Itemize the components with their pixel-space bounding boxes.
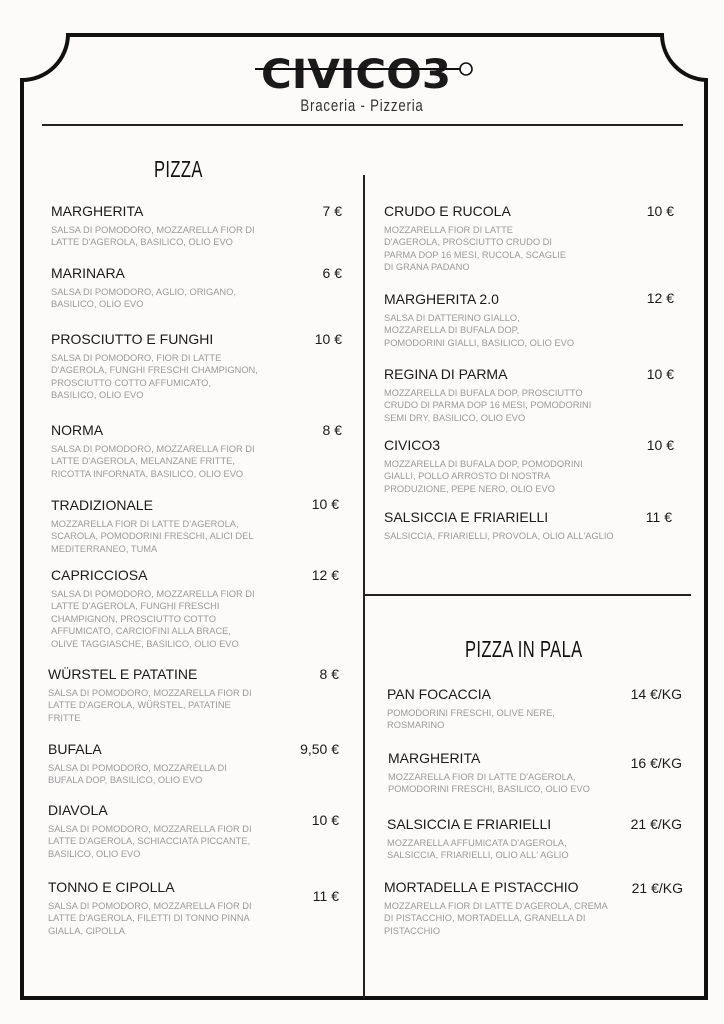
item-price: 12 €	[646, 290, 674, 306]
item-description: SALSA DI POMODORO, MOZZARELLA DI	[48, 763, 227, 773]
item-price: 14 €/KG	[630, 686, 682, 702]
item-description: MOZZARELLA FIOR DI LATTE D'AGEROLA,	[388, 772, 576, 782]
item-name: CRUDO E RUCOLA	[384, 203, 511, 219]
item-description: POMODORINI FRESCHI, OLIVE NERE,	[387, 708, 555, 718]
item-description: MOZZARELLA FIOR DI LATTE	[384, 225, 513, 235]
section-title-pizza-in-pala: PIZZA IN PALA	[465, 636, 583, 662]
item-price: 10 €	[311, 496, 339, 512]
item-description: DI PISTACCHIO, MORTADELLA, GRANELLA DI	[384, 913, 586, 924]
item-description: MOZZARELLA DI BUFALA DOP, POMODORINI	[384, 459, 583, 469]
item-name: CAPRICCIOSA	[51, 567, 148, 583]
item-description: SEMI DRY, BASILICO, OLIO EVO	[384, 412, 526, 423]
item-description: BASILICO, OLIO EVO	[51, 390, 144, 401]
item-description: MEDITERRANEO, TUMA	[51, 543, 158, 554]
item-description: BUFALA DOP, BASILICO, OLIO EVO	[48, 775, 203, 786]
item-price: 8 €	[322, 422, 342, 438]
header-divider	[42, 124, 683, 126]
item-price: 21 €/KG	[631, 880, 683, 896]
item-description: PRODUZIONE, PEPE NERO, OLIO EVO	[384, 483, 555, 494]
item-price: 12 €	[311, 567, 339, 583]
item-name: WÜRSTEL E PATATINE	[48, 666, 198, 682]
item-price: 10 €	[646, 203, 674, 219]
item-description: CHAMPIGNON, PROSCIUTTO COTTO	[51, 613, 216, 624]
item-name: SALSICCIA E FRIARIELLI	[387, 816, 552, 832]
item-description: SALSA DI POMODORO, MOZZARELLA FIOR DI	[48, 688, 252, 698]
item-description: MOZZARELLA FIOR DI LATTE D'AGEROLA, CREMA	[384, 901, 608, 911]
item-price: 10 €	[646, 366, 674, 382]
item-name: SALSICCIA E FRIARIELLI	[384, 509, 549, 525]
item-description: D'AGEROLA, FUNGHI FRESCHI CHAMPIGNON,	[51, 365, 258, 376]
item-description: MOZZARELLA AFFUMICATA D'AGEROLA,	[387, 838, 567, 848]
item-description: SCAROLA, POMODORINI FRESCHI, ALICI DEL	[51, 531, 254, 542]
item-description: D'AGEROLA, PROSCIUTTO CRUDO DI	[384, 237, 552, 248]
item-price: 16 €/KG	[630, 755, 682, 771]
item-price: 6 €	[322, 265, 342, 281]
civico3-logo	[255, 48, 475, 94]
item-name: MORTADELLA E PISTACCHIO	[384, 879, 579, 895]
item-description: SALSA DI POMODORO, FIOR DI LATTE	[51, 353, 222, 363]
item-description: FRITTE	[48, 712, 81, 723]
subtitle: Braceria - Pizzeria	[300, 96, 424, 115]
item-description: SALSA DI POMODORO, MOZZARELLA FIOR DI	[48, 824, 252, 834]
item-description: OLIVE TAGGIASCHE, BASILICO, OLIO EVO	[51, 638, 239, 649]
item-price: 7 €	[322, 203, 342, 219]
item-description: CRUDO DI PARMA DOP 16 MESI, POMODORINI	[384, 400, 592, 411]
item-price: 9,50 €	[300, 741, 339, 757]
item-description: PROSCIUTTO COTTO AFFUMICATO,	[51, 377, 211, 388]
item-name: PAN FOCACCIA	[387, 686, 491, 702]
item-description: POMODORINI FRESCHI, BASILICO, OLIO EVO	[388, 784, 590, 795]
item-name: MARGHERITA	[51, 203, 144, 219]
item-name: MARINARA	[51, 265, 125, 281]
item-description: MOZZARELLA DI BUFALA DOP, PROSCIUTTO	[384, 388, 583, 398]
item-name: TRADIZIONALE	[51, 497, 153, 513]
item-description: LATTE D'AGEROLA, FILETTI DI TONNO PINNA	[48, 913, 250, 924]
item-description: DI GRANA PADANO	[384, 262, 470, 273]
item-description: LATTE D'AGEROLA, BASILICO, OLIO EVO	[51, 237, 233, 248]
item-description: PISTACCHIO	[384, 925, 441, 936]
item-description: LATTE D'AGEROLA, FUNGHI FRESCHI	[51, 601, 220, 612]
item-name: PROSCIUTTO E FUNGHI	[51, 331, 214, 347]
item-name: MARGHERITA	[388, 750, 481, 766]
item-description: BASILICO, OLIO EVO	[48, 848, 141, 859]
item-price: 21 €/KG	[630, 816, 682, 832]
item-description: LATTE D'AGEROLA, WÜRSTEL, PATATINE	[48, 700, 231, 711]
item-description: POMODORINI GIALLI, BASILICO, OLIO EVO	[384, 337, 575, 348]
item-description: SALSICCIA, FRIARIELLI, PROVOLA, OLIO ALL'AGLIO	[384, 531, 614, 541]
item-description: GIALLI, POLLO ARROSTO DI NOSTRA	[384, 471, 551, 482]
item-description: BASILICO, OLIO EVO	[51, 299, 144, 310]
item-name: TONNO E CIPOLLA	[48, 879, 175, 895]
section-divider	[364, 594, 691, 596]
svg-text:CIVICO3: CIVICO3	[261, 52, 451, 94]
item-name: MARGHERITA 2.0	[384, 291, 499, 307]
section-title-pizza: PIZZA	[154, 156, 203, 182]
item-description: SALSA DI POMODORO, AGLIO, ORIGANO,	[51, 287, 236, 297]
item-description: AFFUMICATO, CARCIOFINI ALLA BRACE,	[51, 626, 231, 637]
item-description: GIALLA, CIPOLLA	[48, 925, 125, 936]
item-description: PARMA DOP 16 MESI, RUCOLA, SCAGLIE	[384, 249, 567, 260]
item-description: SALSA DI POMODORO, MOZZARELLA FIOR DI	[51, 589, 255, 599]
item-price: 8 €	[319, 666, 339, 682]
item-price: 11 €	[645, 509, 672, 525]
item-description: ROSMARINO	[387, 720, 445, 731]
item-price: 10 €	[314, 331, 342, 347]
item-description: SALSA DI DATTERINO GIALLO,	[384, 313, 520, 323]
item-price: 11 €	[312, 888, 339, 904]
item-description: LATTE D'AGEROLA, SCHIACCIATA PICCANTE,	[48, 836, 251, 847]
item-price: 10 €	[646, 437, 674, 453]
item-name: BUFALA	[48, 741, 102, 757]
item-description: SALSICCIA, FRIARIELLI, OLIO ALL' AGLIO	[387, 850, 569, 861]
item-description: SALSA DI POMODORO, MOZZARELLA FIOR DI	[51, 444, 255, 454]
item-price: 10 €	[311, 812, 339, 828]
item-description: SALSA DI POMODORO, MOZZARELLA FIOR DI	[48, 901, 252, 911]
item-description: SALSA DI POMODORO, MOZZARELLA FIOR DI	[51, 225, 255, 235]
item-description: LATTE D'AGEROLA, MELANZANE FRITTE,	[51, 456, 235, 467]
item-description: MOZZARELLA DI BUFALA DOP,	[384, 325, 520, 336]
item-description: RICOTTA INFORNATA, BASILICO, OLIO EVO	[51, 468, 244, 479]
column-divider	[363, 175, 365, 998]
item-name: CIVICO3	[384, 437, 441, 453]
item-name: DIAVOLA	[48, 802, 108, 818]
item-name: NORMA	[51, 422, 104, 438]
item-description: MOZZARELLA FIOR DI LATTE D'AGEROLA,	[51, 519, 239, 529]
item-name: REGINA DI PARMA	[384, 366, 508, 382]
